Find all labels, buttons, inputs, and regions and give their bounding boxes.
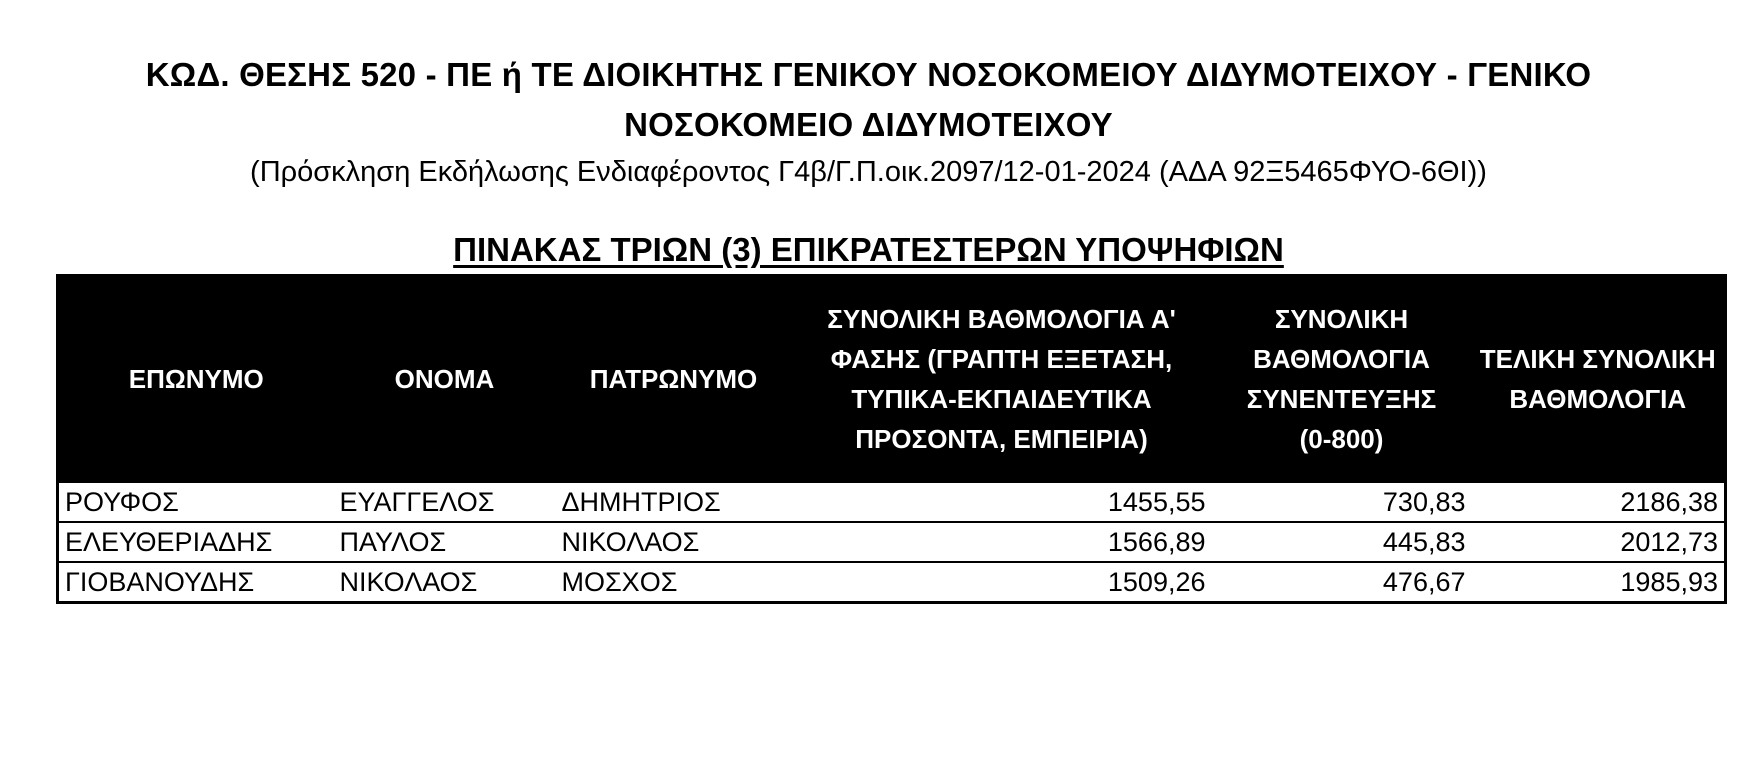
header-patronymic-text: ΠΑΤΡΩΝΥΜΟ (589, 364, 758, 394)
cell-patronymic: ΜΟΣΧΟΣ (556, 562, 792, 603)
cell-phase-a-score: 1566,89 (792, 522, 1212, 562)
header-phase-a-score (792, 276, 1212, 483)
header-surname-text: ΕΠΩΝΥΜΟ (128, 364, 264, 394)
cell-surname: ΓΙΟΒΑΝΟΥΔΗΣ (58, 562, 334, 603)
header-phase-a-line-2: ΦΑΣΗΣ (ΓΡΑΠΤΗ ΕΞΕΤΑΣΗ, (830, 344, 1173, 374)
table-row (58, 482, 1726, 522)
cell-interview-score: 730,83 (1212, 482, 1472, 522)
cell-name: ΠΑΥΛΟΣ (334, 522, 556, 562)
document-subtitle: (Πρόσκληση Εκδήλωσης Ενδιαφέροντος Γ4β/Γ.Π.οικ.2097/12-01-2024 (ΑΔΑ 92Ξ5465ΦΥΟ-6ΘΙ)) (250, 156, 1487, 188)
table-header-row (58, 276, 1726, 483)
cell-final-score: 2012,73 (1472, 522, 1726, 562)
cell-interview-score: 445,83 (1212, 522, 1472, 562)
header-final-line-1: ΤΕΛΙΚΗ ΣΥΝΟΛΙΚΗ (1479, 344, 1716, 374)
cell-name: ΝΙΚΟΛΑΟΣ (334, 562, 556, 603)
cell-patronymic: ΝΙΚΟΛΑΟΣ (556, 522, 792, 562)
header-final-score (1472, 276, 1726, 483)
header-phase-a-line-3: ΤΥΠΙΚΑ-ΕΚΠΑΙΔΕΥΤΙΚΑ (851, 384, 1152, 414)
document-title-line-1: ΚΩΔ. ΘΕΣΗΣ 520 - ΠΕ ή ΤΕ ΔΙΟΙΚΗΤΗΣ ΓΕΝΙΚΟΥ ΝΟΣΟΚΟΜΕΙΟΥ ΔΙΔΥΜΟΤΕΙΧΟΥ - ΓΕΝΙΚΟ (145, 56, 1592, 93)
cell-final-score: 2186,38 (1472, 482, 1726, 522)
header-surname (58, 276, 334, 483)
document-title-line-2: ΝΟΣΟΚΟΜΕΙΟ ΔΙΔΥΜΟΤΕΙΧΟΥ (624, 106, 1113, 143)
cell-surname: ΕΛΕΥΘΕΡΙΑΔΗΣ (58, 522, 334, 562)
cell-interview-score: 476,67 (1212, 562, 1472, 603)
cell-surname: ΡΟΥΦΟΣ (58, 482, 334, 522)
header-name (334, 276, 556, 483)
cell-phase-a-score: 1509,26 (792, 562, 1212, 603)
cell-phase-a-score: 1455,55 (792, 482, 1212, 522)
table-row (58, 522, 1726, 562)
cell-patronymic: ΔΗΜΗΤΡΙΟΣ (556, 482, 792, 522)
table-heading: ΠΙΝΑΚΑΣ ΤΡΙΩΝ (3) ΕΠΙΚΡΑΤΕΣΤΕΡΩΝ ΥΠΟΨΗΦΙΩΝ (453, 231, 1284, 268)
cell-final-score: 1985,93 (1472, 562, 1726, 603)
table-header (58, 276, 1726, 483)
table-row (58, 562, 1726, 603)
table-body (58, 482, 1726, 603)
header-name-text: ΟΝΟΜΑ (394, 364, 495, 394)
header-interview-line-1: ΣΥΝΟΛΙΚΗ (1274, 304, 1409, 334)
header-interview-line-3: ΣΥΝΕΝΤΕΥΞΗΣ (1246, 384, 1437, 414)
candidates-table (56, 274, 1727, 604)
cell-name: ΕΥΑΓΓΕΛΟΣ (334, 482, 556, 522)
header-interview-line-4: (0-800) (1299, 424, 1384, 454)
header-phase-a-line-1: ΣΥΝΟΛΙΚΗ ΒΑΘΜΟΛΟΓΙΑ Α' (827, 304, 1176, 334)
header-interview-line-2: ΒΑΘΜΟΛΟΓΙΑ (1253, 344, 1430, 374)
header-final-line-2: ΒΑΘΜΟΛΟΓΙΑ (1509, 384, 1687, 414)
header-patronymic (556, 276, 792, 483)
header-interview-score (1212, 276, 1472, 483)
header-phase-a-line-4: ΠΡΟΣΟΝΤΑ, ΕΜΠΕΙΡΙΑ) (855, 424, 1148, 454)
